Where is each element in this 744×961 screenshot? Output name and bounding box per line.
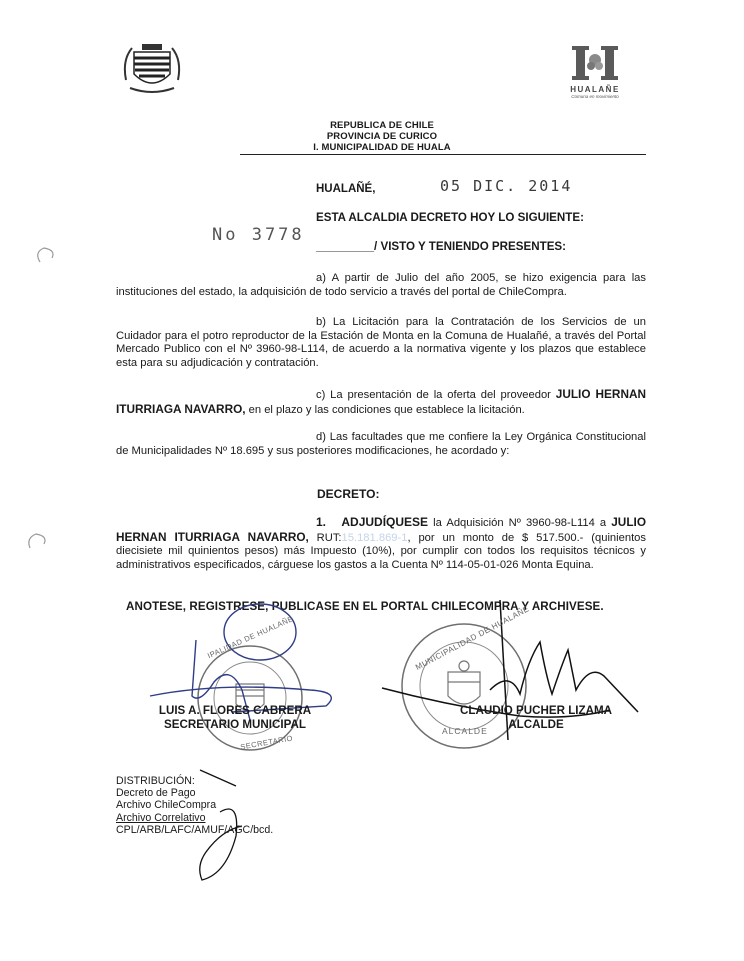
decree-number: No 3778 — [212, 225, 305, 245]
provider-name: JULIO HERNAN ITURRIAGA NAVARRO, — [116, 387, 646, 416]
rut-value: 15.181.869-1 — [341, 531, 408, 544]
visto-line: _________/ VISTO Y TENIENDO PRESENTES: — [316, 240, 567, 253]
left-signatory — [140, 704, 330, 732]
announce-line: ESTA ALCALDIA DECRETO HOY LO SIGUIENTE: — [316, 211, 584, 224]
header-block — [290, 120, 474, 153]
distribution-title: DISTRIBUCIÓN: — [116, 775, 195, 787]
place-label: HUALAÑÉ, — [316, 183, 376, 195]
distribution-item: CPL/ARB/LAFC/AMUF/AGC/bcd. — [116, 823, 274, 836]
header-province: PROVINCIA DE CURICO — [326, 131, 438, 142]
paragraph-c — [116, 388, 646, 417]
adjudica-text-2: RUT: — [308, 531, 342, 544]
right-signatory-title: ALCALDE — [508, 718, 564, 731]
right-seal-top-text: MUNICIPALIDAD DE HUALAÑE — [414, 604, 531, 672]
header-country: REPUBLICA DE CHILE — [330, 120, 434, 131]
adjudica-verb: ADJUDÍQUESE — [341, 515, 429, 529]
distribution-block — [116, 775, 273, 836]
hole-punch-middle — [29, 534, 45, 548]
paragraph-d — [116, 431, 646, 458]
adjudica-provider: JULIO HERNAN ITURRIAGA NAVARRO, — [116, 515, 646, 544]
left-signatory-title: SECRETARIO MUNICIPAL — [164, 718, 306, 731]
paragraph-a-text: a) A partir de Julio del año 2005, se hizo exigencia para las instituciones del estado, la adquisición de todo servicio a través del portal de ChileCompra. — [116, 272, 646, 298]
right-seal-bottom-text: ALCALDE — [442, 726, 488, 736]
hualane-tagline: Comuna en movimiento — [571, 94, 619, 99]
left-signatory-name: LUIS A. FLORES CABRERA — [158, 704, 312, 717]
right-seal-emblem — [448, 661, 480, 704]
hole-punch-top — [38, 248, 53, 262]
paragraph-b — [116, 316, 646, 370]
adjudica-text-3: , por un monto de $ 517.500.- (quinientos diecisiete mil quinientos pesos) más Impuesto (10%), por cumplir con todos los requisitos técnicos y administrativos especificados, cárguese los gastos a la Cuenta Nº 114-05-01-026 Monta Equina. — [116, 531, 646, 571]
right-signatory-name: CLAUDIO PUCHER LIZAMA — [460, 704, 612, 717]
left-seal-top-text: IPALIDAD DE HUALAÑE — [206, 614, 295, 661]
paragraph-c-pre: c) La presentación de la oferta del proveedor — [316, 389, 556, 401]
paragraph-b-text: b) La Licitación para la Contratación de los Servicios de un Cuidador para el potro reproductor de la Estación de Monta en la Comuna de Hualañé, a través del Portal Mercado Publico con el Nº 3960-98-L114, de acuerdo a la normativa vigente y los plazos que establece esta para su adjudicación y contratación. — [116, 316, 646, 369]
adjudica-paragraph — [116, 516, 646, 572]
header-rule — [240, 154, 646, 155]
left-seal-bottom-text: SECRETARIO — [239, 733, 294, 752]
distribution-item: Archivo ChileCompra — [116, 799, 217, 812]
distribution-item: Decreto de Pago — [116, 787, 196, 800]
coat-of-arms-logo — [120, 40, 184, 96]
left-signature-scribble — [150, 604, 331, 720]
item-number: 1. — [316, 515, 327, 529]
decreto-heading: DECRETO: — [317, 487, 380, 501]
adjudica-text-1: la Adquisición Nº 3960-98-L114 a — [428, 517, 612, 529]
paragraph-c-post: en el plazo y las condiciones que establece la licitación. — [245, 403, 525, 416]
paragraph-d-text: d) Las facultades que me confiere la Ley Orgánica Constitucional de Municipalidades Nº 18.695 y sus posteriores modificaciones, he acordado y: — [116, 431, 646, 457]
hualane-logo — [566, 44, 624, 104]
distribution-item: Archivo Correlativo — [116, 811, 206, 824]
date-stamp: 05 DIC. 2014 — [440, 177, 573, 195]
header-municipality: I. MUNICIPALIDAD DE HUALA — [313, 142, 451, 153]
closing-line: ANOTESE, REGISTRESE, PUBLICASE EN EL PORTAL CHILECOMPRA Y ARCHIVESE. — [126, 600, 604, 613]
paragraph-a — [116, 272, 646, 299]
hualane-brand-text: HUALAÑE — [570, 85, 620, 94]
right-signatory — [436, 704, 636, 732]
